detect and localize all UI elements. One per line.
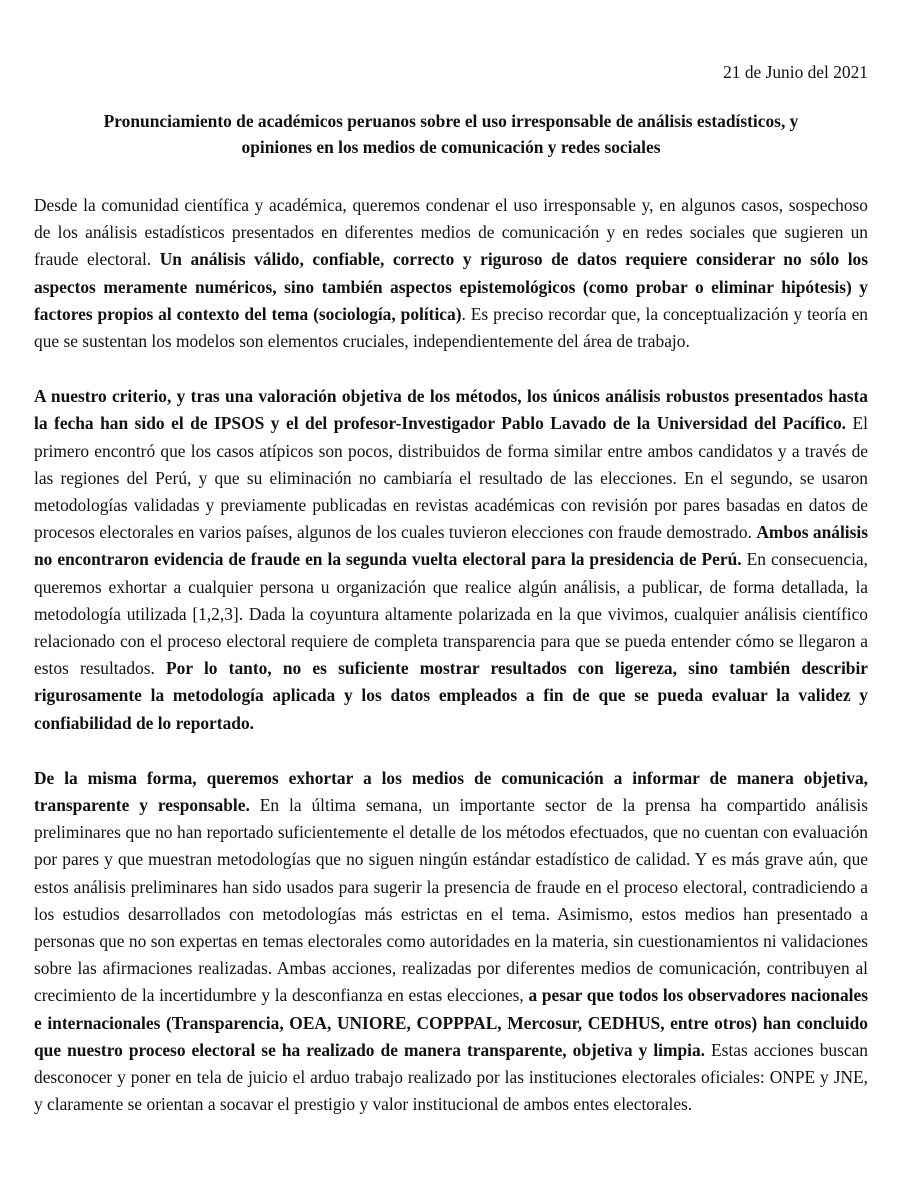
paragraph-2 — [34, 383, 868, 737]
paragraph-2-bold-text: Por lo tanto, no es suficiente mostrar resultados con ligereza, sino también describir rigurosamente la metodología aplicada y los datos empleados a fin de que se pueda evaluar la validez y confiabilidad de lo reportado. — [34, 658, 869, 733]
document-date: 21 de Junio del 2021 — [723, 62, 868, 82]
document-title — [34, 108, 868, 160]
paragraph-2-bold-text: A nuestro criterio, y tras una valoración objetiva de los métodos, los únicos análisis robustos presentados hasta la fecha han sido el de IPSOS y el del profesor-Investigador Pablo Lavado de la Universidad del Pacífico. — [34, 386, 868, 434]
paragraph-1-text: Desde la comunidad científica y académica, queremos condenar el uso irresponsable y, en algunos casos, sospechoso de los análisis estadísticos presentados en diferentes medios de comunicación y en redes sociales que sugieren un fraude electoral. — [34, 195, 868, 270]
paragraph-1-text: . Es preciso recordar que, la conceptualización y teoría en que se sustentan los modelos son elementos cruciales, independientemente del área de trabajo. — [34, 303, 868, 352]
paragraph-1 — [34, 192, 868, 355]
paragraph-2-text: En consecuencia, queremos exhortar a cualquier persona u organización que realice algún análisis, a publicar, de forma detallada, la metodología utilizada [1,2,3]. Dada la coyuntura altamente polarizada en la que vivimos, cualquier análisis científico relacionado con el proceso electoral requiere de completa transparencia para que se pueda entender cómo se llegaron a estos resultados. — [34, 549, 868, 679]
title-line-1: Pronunciamiento de académicos peruanos sobre el uso irresponsable de análisis estadísticos, y — [103, 111, 799, 131]
paragraph-3-text: Estas acciones buscan desconocer y poner en tela de juicio el arduo trabajo realizado por las instituciones electorales oficiales: ONPE y JNE, y claramente se orientan a socavar el prestigio y valor institucional de ambos entes electorales. — [34, 1039, 868, 1115]
paragraph-2-text: El primero encontró que los casos atípicos son pocos, distribuidos de forma similar entre ambos candidatos y a través de las regiones del Perú, y que su eliminación no cambiaría el resultado de las elecciones. En el segundo, se usaron metodologías validadas y previamente publicadas en revistas académicas con revisión por pares basadas en datos de procesos electorales en varios países, algunos de los cuales tuvieron elecciones con fraude demostrado. — [34, 413, 868, 543]
title-line-2: opiniones en los medios de comunicación y redes sociales — [241, 137, 661, 157]
paragraph-3 — [34, 765, 868, 1119]
paragraph-3-bold-text: a pesar que todos los observadores nacionales e internacionales (Transparencia, OEA, UNIORE, COPPPAL, Mercosur, CEDHUS, entre otros) han concluido que nuestro proceso electoral se ha realizado de manera transparente, objetiva y limpia. — [34, 985, 868, 1060]
paragraph-1-bold-text: Un análisis válido, confiable, correcto y riguroso de datos requiere considerar no sólo los aspectos meramente numéricos, sino también aspectos epistemológicos (como probar o eliminar hipótesis) y factores propios al contexto del tema (sociología, política) — [34, 249, 868, 324]
paragraph-3-bold-text: De la misma forma, queremos exhortar a los medios de comunicación a informar de manera objetiva, transparente y responsable. — [34, 767, 868, 816]
paragraph-2-bold-text: Ambos análisis no encontraron evidencia de fraude en la segunda vuelta electoral para la presidencia de Perú. — [34, 522, 868, 570]
paragraph-3-text: En la última semana, un importante sector de la prensa ha compartido análisis preliminares que no han reportado suficientemente el detalle de los métodos efectuados, que no cuentan con evaluación por pares y que muestran metodologías que no siguen ningún estándar estadístico de calidad. Y es más grave aún, que estos análisis preliminares han sido usados para sugerir la presencia de fraude en el proceso electoral, contradiciendo a los estudios desarrollados con metodologías más estrictas en el tema. Asimismo, estos medios han presentado a personas que no son expertas en temas electorales como autoridades en la materia, sin cuestionamientos ni validaciones sobre las afirmaciones realizadas. Ambas acciones, realizadas por diferentes medios de comunicación, contribuyen al crecimiento de la incertidumbre y la desconfianza en estas elecciones, — [34, 795, 869, 1006]
